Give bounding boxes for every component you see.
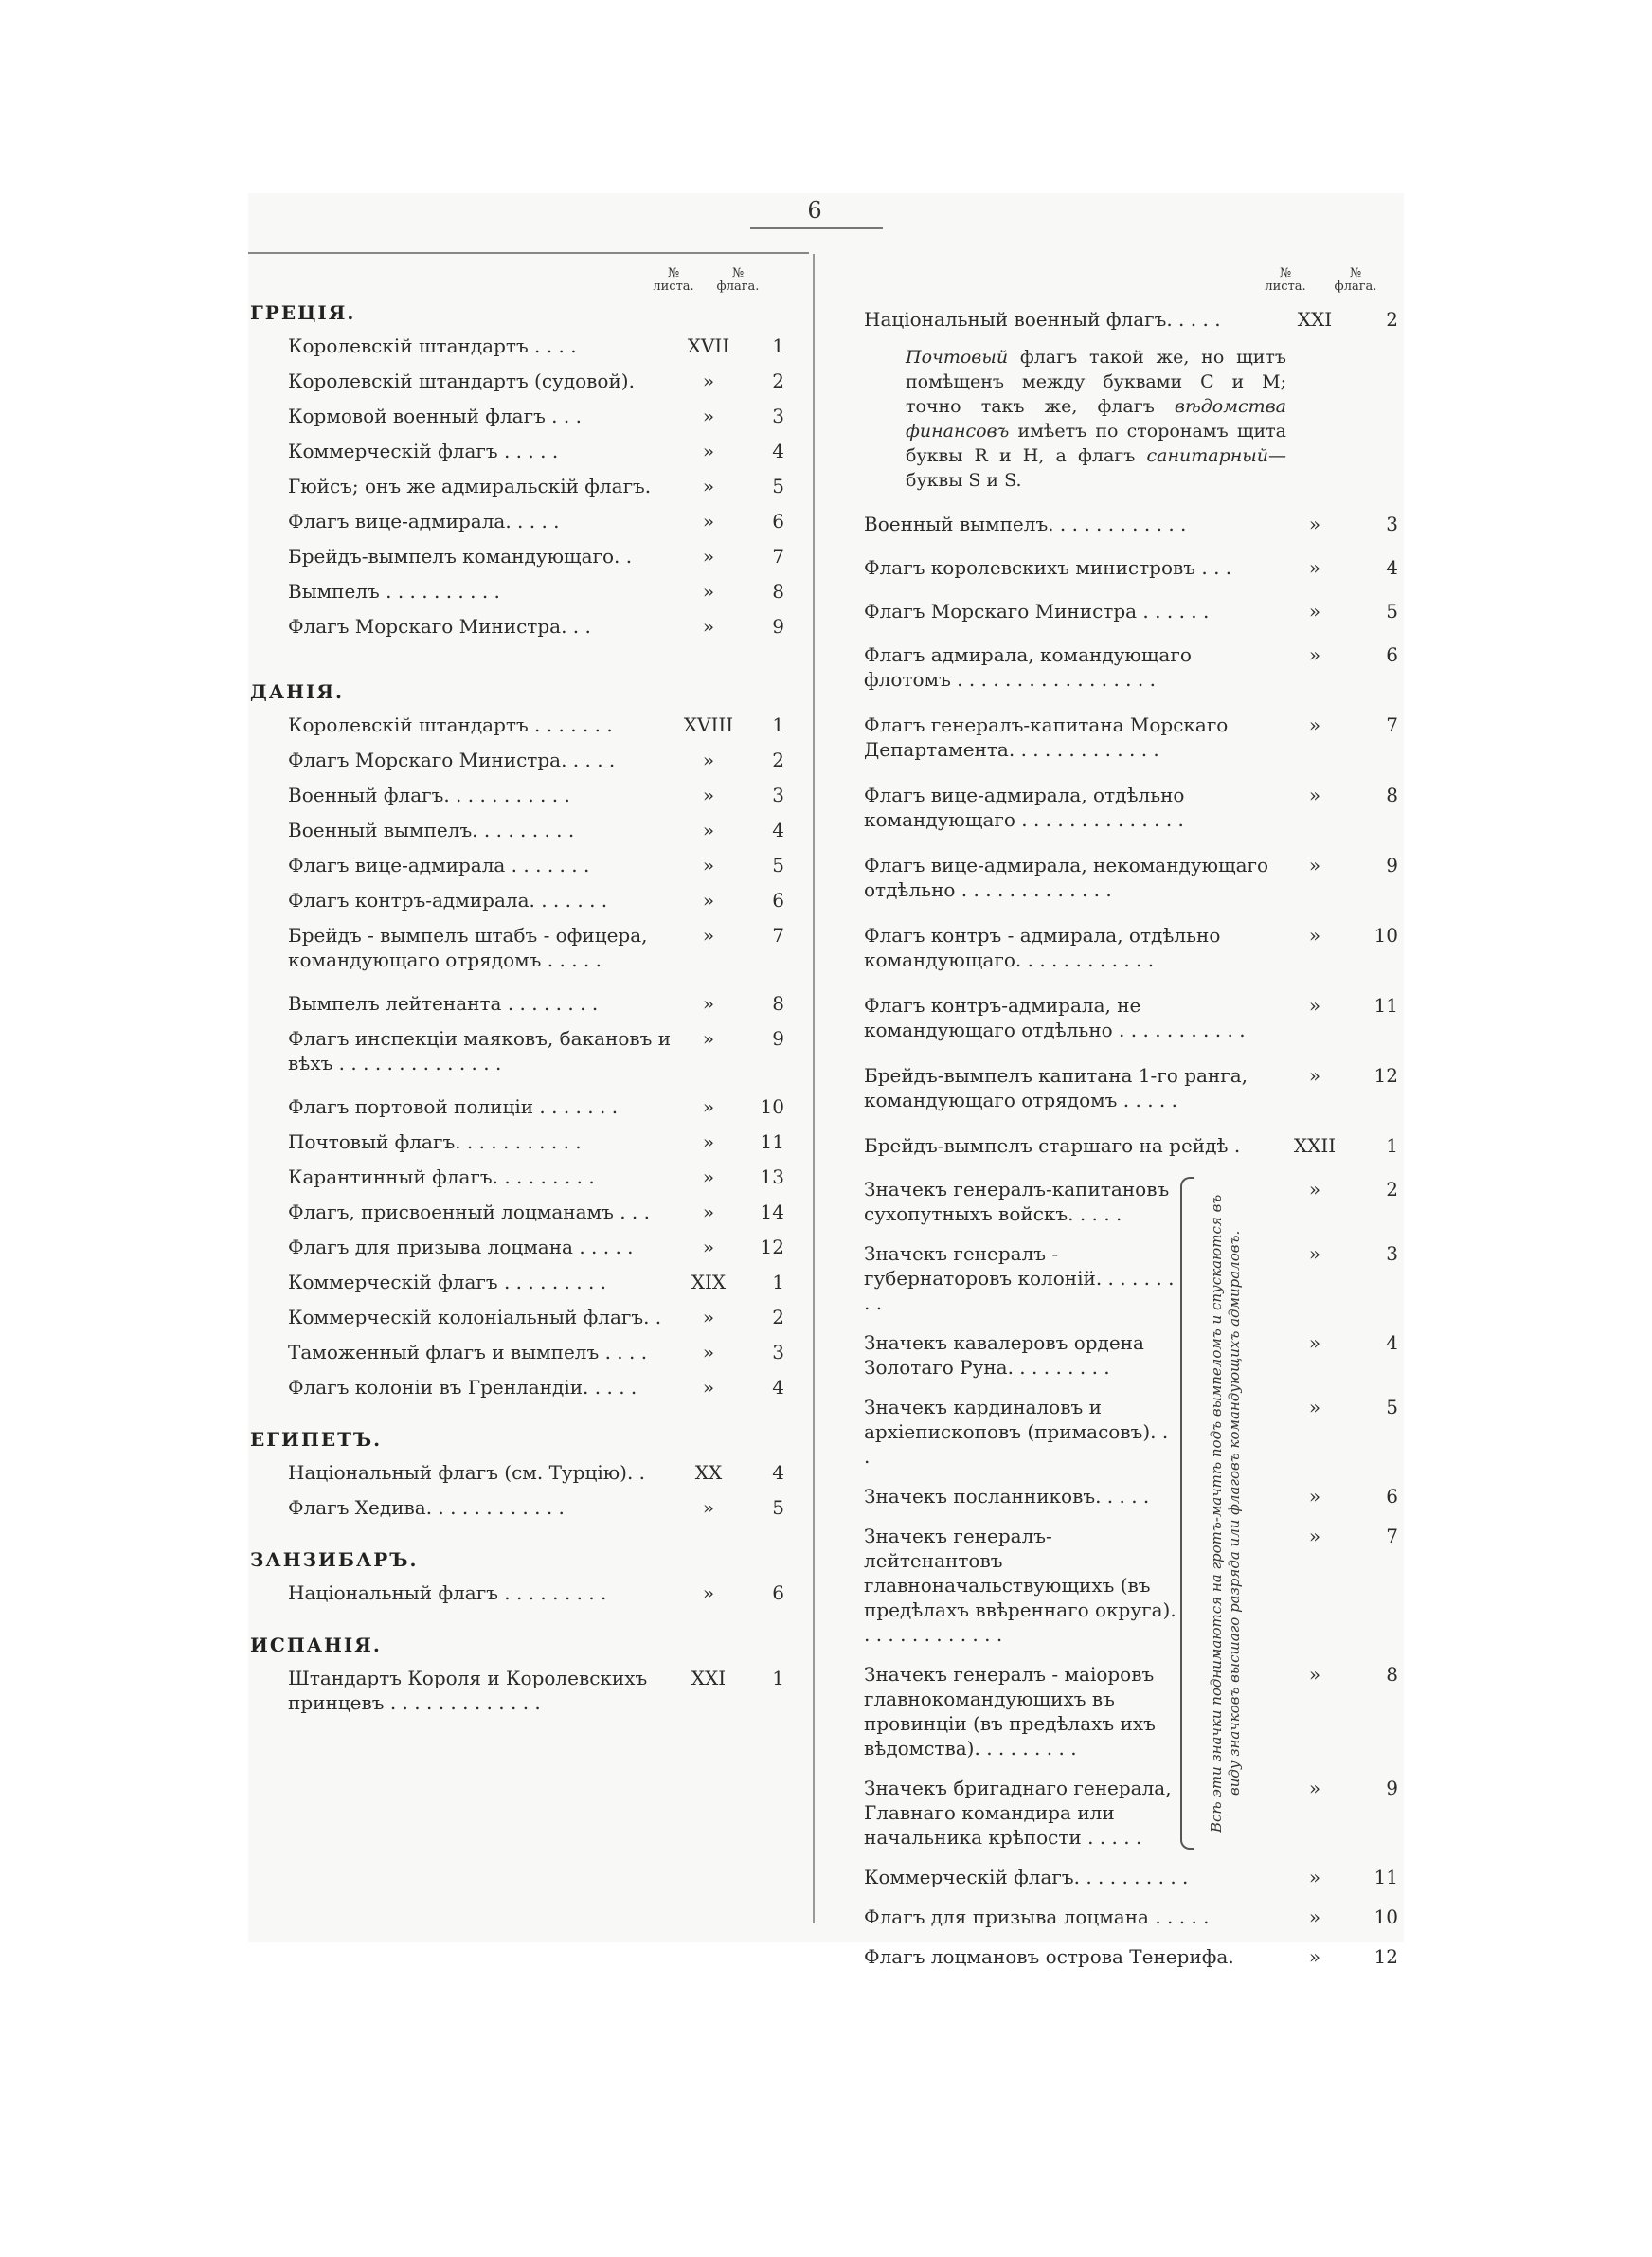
sheet-number: » xyxy=(702,440,715,462)
flag-number: 1 xyxy=(1386,1134,1398,1157)
list-item xyxy=(250,783,790,807)
entry-name: Коммерческій флагъ . . . . . xyxy=(288,440,559,462)
list-item xyxy=(864,1177,1398,1226)
list-item xyxy=(250,1460,790,1485)
right-column xyxy=(864,307,1398,1984)
note-text: Почтовый xyxy=(906,347,1009,368)
flag-number: 1 xyxy=(772,1271,784,1293)
sheet-number: » xyxy=(1308,643,1321,666)
flag-number: 11 xyxy=(1374,1866,1398,1888)
list-item xyxy=(250,1129,790,1154)
entry-name: Флагъ для призыва лоцмана . . . . . xyxy=(288,1236,634,1258)
flag-number: 7 xyxy=(772,924,784,947)
sheet-number: » xyxy=(702,924,715,947)
entry-name: Брейдъ-вымпелъ командующаго. . xyxy=(288,545,633,568)
section-title: ЕГИПЕТЪ. xyxy=(250,1428,383,1451)
flag-number: 12 xyxy=(1374,1064,1398,1087)
entry-name: Флагъ вице-адмирала . . . . . . . xyxy=(288,854,590,876)
entry-name: Значекъ генералъ-лейтенантовъ главноначальствующихъ (въ предѣлахъ ввѣреннаго округа). . . . . . . . . . . . . xyxy=(864,1525,1176,1646)
header-flag-label: № флага. xyxy=(716,266,760,294)
flag-number: 10 xyxy=(1374,924,1398,947)
flag-number: 8 xyxy=(1386,784,1398,806)
flag-number: 6 xyxy=(772,510,784,533)
flag-number: 4 xyxy=(1386,556,1398,579)
list-item xyxy=(250,1235,790,1259)
sheet-number: » xyxy=(702,889,715,912)
flag-number: 5 xyxy=(1386,600,1398,623)
list-item xyxy=(864,1330,1398,1380)
bracket-note xyxy=(1184,1177,1267,1850)
list-item xyxy=(250,1580,790,1605)
sheet-number: » xyxy=(1308,1331,1321,1354)
entry-name: Брейдъ-вымпелъ капитана 1-го ранга, командующаго отрядомъ . . . . . xyxy=(864,1064,1248,1111)
column-divider xyxy=(813,254,815,1923)
flag-number: 5 xyxy=(772,1496,784,1519)
entry-name: Флагъ Морскаго Министра. . . . . xyxy=(288,749,616,771)
sheet-number: XVII xyxy=(687,334,730,357)
sheet-number: » xyxy=(702,615,715,638)
sheet-number: » xyxy=(1308,513,1321,535)
list-item xyxy=(250,1200,790,1224)
list-item xyxy=(250,474,790,498)
entry-name: Флагъ контръ - адмирала, отдѣльно командующаго. . . . . . . . . . . . xyxy=(864,924,1221,971)
sheet-number: » xyxy=(1308,784,1321,806)
list-item xyxy=(864,1865,1398,1889)
list-item xyxy=(250,1270,790,1294)
list-item xyxy=(250,334,790,358)
flag-number: 7 xyxy=(772,545,784,568)
sheet-number: » xyxy=(1308,1178,1321,1201)
sheet-number: » xyxy=(702,1165,715,1188)
sheet-number: » xyxy=(702,1201,715,1223)
entry-name: Значекъ кардиналовъ и архіепископовъ (примасовъ). . . xyxy=(864,1396,1169,1468)
entry-name: Военный флагъ. . . . . . . . . . . xyxy=(288,784,570,806)
sheet-number: » xyxy=(1308,1777,1321,1799)
entry-name: Коммерческій флагъ . . . . . . . . . xyxy=(288,1271,607,1293)
entry-name: Національный военный флагъ. . . . . xyxy=(864,308,1221,331)
entry-name: Флагъ Морскаго Министра . . . . . . xyxy=(864,600,1210,623)
entry-name: Брейдъ - вымпелъ штабъ - офицера, командующаго отрядомъ . . . . . xyxy=(288,924,648,971)
sheet-number: » xyxy=(1308,1945,1321,1968)
list-item xyxy=(250,544,790,569)
list-item xyxy=(864,713,1398,762)
section-title: ИСПАНІЯ. xyxy=(250,1634,382,1656)
bracket-note-text: Всѣ эти значки поднимаются на гротъ-мачтѣ подъ вымпеломъ и спускаются въ виду значковъ высшаго разряда или флаговъ командующихъ адмираловъ. xyxy=(1208,1194,1243,1833)
sheet-number: » xyxy=(702,475,715,497)
flag-number: 6 xyxy=(772,1581,784,1604)
list-item xyxy=(864,1662,1398,1760)
sheet-number: » xyxy=(1308,1396,1321,1418)
entry-name: Брейдъ-вымпелъ старшаго на рейдѣ . xyxy=(864,1134,1241,1157)
list-item xyxy=(864,555,1398,580)
header-flag-label-right: № флага. xyxy=(1334,266,1377,294)
note-paragraph xyxy=(864,345,1286,493)
list-item xyxy=(250,509,790,533)
flag-number: 5 xyxy=(772,475,784,497)
sheet-number: » xyxy=(1308,854,1321,876)
left-column xyxy=(250,301,790,1743)
list-item xyxy=(250,404,790,428)
sheet-number: » xyxy=(702,1306,715,1328)
list-item xyxy=(864,512,1398,536)
entry-name: Коммерческій флагъ. . . . . . . . . . xyxy=(864,1866,1189,1888)
entry-name: Военный вымпелъ. . . . . . . . . xyxy=(288,819,575,841)
page-number-rule xyxy=(750,227,883,229)
section xyxy=(250,1428,790,1520)
list-item xyxy=(250,369,790,393)
list-item xyxy=(864,853,1398,902)
entry-name: Значекъ посланниковъ. . . . . xyxy=(864,1485,1150,1508)
entry-name: Флагъ Морскаго Министра. . . xyxy=(288,615,591,638)
flag-number: 3 xyxy=(772,784,784,806)
list-item xyxy=(864,307,1398,332)
entry-name: Значекъ кавалеровъ ордена Золотаго Руна. . . . . . . . . xyxy=(864,1331,1144,1379)
sheet-number: » xyxy=(702,992,715,1015)
section-title: ЗАНЗИБАРЪ. xyxy=(250,1548,419,1571)
entry-name: Значекъ бригаднаго генерала, Главнаго командира или начальника крѣпости . . . . . xyxy=(864,1777,1172,1849)
flag-number: 9 xyxy=(772,1027,784,1050)
entry-name: Флагъ вице-адмирала, некомандующаго отдѣльно . . . . . . . . . . . . . xyxy=(864,854,1269,901)
page-number: 6 xyxy=(807,197,822,224)
sheet-number: XXI xyxy=(691,1667,727,1689)
entry-name: Таможенный флагъ и вымпелъ . . . . xyxy=(288,1341,648,1363)
sheet-number: » xyxy=(702,370,715,392)
list-item xyxy=(250,818,790,842)
entry-name: Карантинный флагъ. . . . . . . . . xyxy=(288,1165,595,1188)
list-item xyxy=(864,1133,1398,1158)
entry-name: Королевскій штандартъ (судовой). xyxy=(288,370,635,392)
flag-number: 1 xyxy=(772,334,784,357)
flag-number: 3 xyxy=(772,1341,784,1363)
list-item xyxy=(250,1094,790,1119)
entry-name: Флагъ лоцмановъ острова Тенерифа. xyxy=(864,1945,1234,1968)
sheet-number: » xyxy=(1308,1064,1321,1087)
list-item xyxy=(250,1026,790,1075)
sheet-number: » xyxy=(702,749,715,771)
sheet-number: » xyxy=(1308,1905,1321,1928)
sheet-number: » xyxy=(702,545,715,568)
flag-number: 10 xyxy=(760,1095,784,1118)
entry-name: Коммерческій колоніальный флагъ. . xyxy=(288,1306,662,1328)
flag-number: 1 xyxy=(772,1667,784,1689)
note-text: —буквы S и S. xyxy=(906,445,1286,491)
flag-number: 2 xyxy=(772,1306,784,1328)
flag-number: 10 xyxy=(1374,1905,1398,1928)
entry-name: Вымпелъ лейтенанта . . . . . . . . xyxy=(288,992,599,1015)
flag-number: 3 xyxy=(1386,513,1398,535)
bracket-group xyxy=(864,1177,1398,1850)
list-item xyxy=(864,993,1398,1042)
header-rule xyxy=(248,252,809,254)
sheet-number: » xyxy=(1308,1866,1321,1888)
list-item xyxy=(864,599,1398,623)
flag-number: 3 xyxy=(1386,1242,1398,1265)
list-item xyxy=(864,1395,1398,1469)
list-item xyxy=(250,888,790,912)
flag-number: 12 xyxy=(1374,1945,1398,1968)
section-title: ГРЕЦІЯ. xyxy=(250,301,356,324)
list-item xyxy=(250,713,790,737)
section xyxy=(250,1634,790,1715)
flag-number: 6 xyxy=(1386,1485,1398,1508)
note-text: вѣдомства финансовъ xyxy=(906,396,1286,442)
entry-name: Флагъ королевскихъ министровъ . . . xyxy=(864,556,1232,579)
sheet-number: XX xyxy=(694,1461,723,1484)
flag-number: 4 xyxy=(1386,1331,1398,1354)
section-title: ДАНІЯ. xyxy=(250,680,344,703)
sheet-number: » xyxy=(702,1341,715,1363)
entry-name: Военный вымпелъ. . . . . . . . . . . . xyxy=(864,513,1187,535)
section xyxy=(250,301,790,639)
entry-name: Флагъ генералъ-капитана Морскаго Департамента. . . . . . . . . . . . . xyxy=(864,713,1229,761)
flag-number: 2 xyxy=(1386,1178,1398,1201)
sheet-number: » xyxy=(702,854,715,876)
list-item xyxy=(864,1524,1398,1647)
entry-name: Флагъ, присвоенный лоцманамъ . . . xyxy=(288,1201,650,1223)
list-item xyxy=(864,1241,1398,1315)
sheet-number: » xyxy=(702,510,715,533)
list-item xyxy=(250,1495,790,1520)
flag-number: 1 xyxy=(772,713,784,736)
flag-number: 2 xyxy=(772,749,784,771)
sheet-number: » xyxy=(1308,713,1321,736)
sheet-number: » xyxy=(702,1376,715,1399)
entry-name: Національный флагъ (см. Турцію). . xyxy=(288,1461,646,1484)
flag-number: 12 xyxy=(760,1236,784,1258)
entry-name: Флагъ портовой полиціи . . . . . . . xyxy=(288,1095,619,1118)
entry-name: Флагъ Хедива. . . . . . . . . . . . xyxy=(288,1496,565,1519)
note-text: флагъ такой же, но щитъ помѣщенъ между буквами C и M; точно такъ же, флагъ xyxy=(906,347,1286,417)
list-item xyxy=(250,991,790,1016)
flag-number: 9 xyxy=(1386,1777,1398,1799)
sheet-number: » xyxy=(702,819,715,841)
flag-number: 14 xyxy=(760,1201,784,1223)
flag-number: 5 xyxy=(772,854,784,876)
flag-number: 8 xyxy=(772,580,784,603)
entry-name: Значекъ генералъ - губернаторовъ колоній. . . . . . . . . xyxy=(864,1242,1175,1314)
entry-name: Гюйсъ; онъ же адмиральскій флагъ. xyxy=(288,475,652,497)
flag-number: 13 xyxy=(760,1165,784,1188)
sheet-number: » xyxy=(1308,1485,1321,1508)
sheet-number: » xyxy=(702,1130,715,1153)
flag-number: 4 xyxy=(772,1461,784,1484)
list-item xyxy=(864,1905,1398,1929)
flag-number: 6 xyxy=(1386,643,1398,666)
flag-number: 4 xyxy=(772,1376,784,1399)
list-item xyxy=(250,439,790,463)
list-item xyxy=(250,748,790,772)
sheet-number: » xyxy=(702,1027,715,1050)
sheet-number: » xyxy=(1308,924,1321,947)
entry-name: Флагъ адмирала, командующаго флотомъ . . . . . . . . . . . . . . . . . xyxy=(864,643,1192,691)
sheet-number: XVIII xyxy=(683,713,734,736)
list-item xyxy=(864,923,1398,972)
entry-name: Кормовой военный флагъ . . . xyxy=(288,405,582,427)
header-sheet-label: № листа. xyxy=(653,266,694,294)
list-item xyxy=(250,579,790,604)
entry-name: Королевскій штандартъ . . . . xyxy=(288,334,577,357)
sheet-number: » xyxy=(702,405,715,427)
header-sheet-label-right: № листа. xyxy=(1265,266,1306,294)
entry-name: Значекъ генералъ - маіоровъ главнокомандующихъ въ провинціи (въ предѣлахъ ихъ вѣдомства). . . . . . . . . xyxy=(864,1663,1156,1760)
flag-number: 8 xyxy=(1386,1663,1398,1686)
flag-number: 7 xyxy=(1386,1525,1398,1547)
entry-name: Вымпелъ . . . . . . . . . . xyxy=(288,580,500,603)
entry-name: Флагъ для призыва лоцмана . . . . . xyxy=(864,1905,1210,1928)
sheet-number: » xyxy=(702,1496,715,1519)
list-item xyxy=(250,1375,790,1399)
entry-name: Флагъ вице-адмирала, отдѣльно командующаго . . . . . . . . . . . . . . xyxy=(864,784,1185,831)
flag-number: 11 xyxy=(1374,994,1398,1017)
flag-number: 9 xyxy=(1386,854,1398,876)
list-item xyxy=(250,853,790,877)
flag-number: 11 xyxy=(760,1130,784,1153)
sheet-number: XXI xyxy=(1297,308,1333,331)
section xyxy=(250,680,790,1399)
list-item xyxy=(864,1776,1398,1850)
flag-number: 9 xyxy=(772,615,784,638)
flag-number: 7 xyxy=(1386,713,1398,736)
entry-name: Флагъ вице-адмирала. . . . . xyxy=(288,510,560,533)
entry-name: Штандартъ Короля и Королевскихъ принцевъ . . . . . . . . . . . . . xyxy=(288,1667,648,1714)
sheet-number: » xyxy=(1308,556,1321,579)
sheet-number: XIX xyxy=(691,1271,727,1293)
list-item xyxy=(864,642,1398,692)
flag-number: 6 xyxy=(772,889,784,912)
flag-number: 4 xyxy=(772,819,784,841)
list-item xyxy=(250,1165,790,1189)
flag-number: 4 xyxy=(772,440,784,462)
list-item xyxy=(250,1305,790,1329)
entry-name: Флагъ инспекціи маяковъ, бакановъ и вѣхъ . . . . . . . . . . . . . . xyxy=(288,1027,672,1074)
list-item xyxy=(250,923,790,972)
sheet-number: XXII xyxy=(1293,1134,1337,1157)
flag-number: 2 xyxy=(772,370,784,392)
sheet-number: » xyxy=(702,784,715,806)
entry-name: Королевскій штандартъ . . . . . . . xyxy=(288,713,613,736)
entry-name: Флагъ колоніи въ Гренландіи. . . . . xyxy=(288,1376,637,1399)
list-item xyxy=(864,1484,1398,1508)
flag-number: 8 xyxy=(772,992,784,1015)
list-item xyxy=(864,1063,1398,1112)
list-item xyxy=(250,1340,790,1364)
list-item xyxy=(250,614,790,639)
entry-name: Національный флагъ . . . . . . . . . xyxy=(288,1581,607,1604)
list-item xyxy=(864,783,1398,832)
entry-name: Флагъ контръ-адмирала. . . . . . . xyxy=(288,889,608,912)
sheet-number: » xyxy=(702,1236,715,1258)
flag-number: 3 xyxy=(772,405,784,427)
sheet-number: » xyxy=(1308,1242,1321,1265)
flag-number: 2 xyxy=(1386,308,1398,331)
sheet-number: » xyxy=(702,1581,715,1604)
entry-name: Флагъ контръ-адмирала, не командующаго отдѣльно . . . . . . . . . . . xyxy=(864,994,1246,1041)
section xyxy=(250,1548,790,1605)
list-item xyxy=(250,1666,790,1715)
sheet-number: » xyxy=(702,580,715,603)
sheet-number: » xyxy=(702,1095,715,1118)
note-text: имѣетъ по сторонамъ щита буквы R и H, а флагъ xyxy=(906,421,1286,466)
entry-name: Почтовый флагъ. . . . . . . . . . . xyxy=(288,1130,582,1153)
list-item xyxy=(864,1944,1398,1969)
flag-number: 5 xyxy=(1386,1396,1398,1418)
entry-name: Значекъ генералъ-капитановъ сухопутныхъ войскъ. . . . . xyxy=(864,1178,1170,1225)
note-text: санитарный xyxy=(1146,445,1268,466)
sheet-number: » xyxy=(1308,1663,1321,1686)
sheet-number: » xyxy=(1308,600,1321,623)
sheet-number: » xyxy=(1308,994,1321,1017)
sheet-number: » xyxy=(1308,1525,1321,1547)
